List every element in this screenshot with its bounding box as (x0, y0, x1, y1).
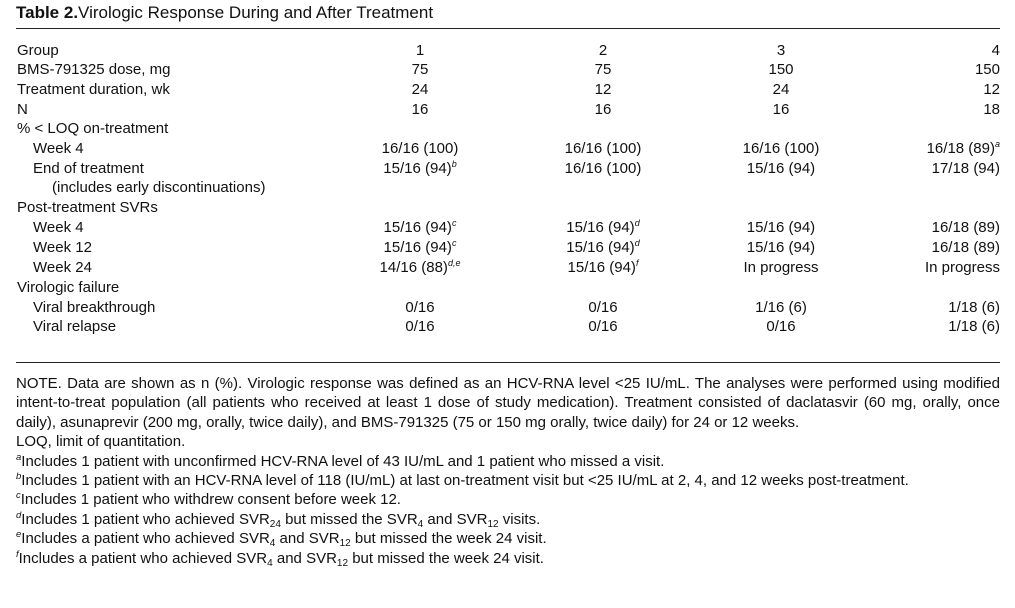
footnote-a: $^a$Includes 1 patient with unconfirmed HCV-RNA level of 43 IU/mL and 1 patient who missed a visit. (16, 451, 665, 470)
table-row (0, 119, 1015, 139)
table-cell: 15/16 $(94)^b$ (383, 159, 457, 177)
table-cell: 16/16 (100) (381, 140, 459, 157)
footnote-f: $^f$Includes a patient who achieved $SVR_4$ and $SVR_{12}$ but missed the week 24 visit. (16, 548, 544, 569)
table-cell: 16/16 (100) (564, 160, 642, 177)
table-notes (16, 374, 1000, 568)
table-cell: 0/16 (405, 318, 435, 335)
n-label: N (17, 101, 28, 118)
table-cell: 14/16 $(88)^{d,e}$ (379, 258, 461, 276)
n-cell: 16 (772, 101, 790, 118)
duration-cell: 24 (411, 81, 429, 98)
row-label: Week 4 (33, 140, 84, 157)
table-cell: 16/16 (100) (742, 140, 820, 157)
n-cell: 16 (594, 101, 612, 118)
table-row (0, 139, 1015, 159)
table-title-label: Table 2. (16, 3, 79, 22)
table-cell: In progress (924, 259, 1000, 276)
row-label: Viral breakthrough (33, 299, 156, 316)
table-title (16, 2, 433, 24)
group-label: Group (17, 42, 59, 59)
table-cell: 15/16 (94) (746, 219, 816, 236)
table-title-text: Virologic Response During and After Treatment (78, 3, 434, 22)
table-row (0, 60, 1015, 80)
dose-cell: 75 (411, 61, 429, 78)
row-sublabel: (includes early discontinuations) (52, 179, 266, 196)
table-cell: 1/16 (6) (755, 299, 807, 316)
footnote-e: $^e$Includes a patient who achieved $SVR_4$ and $SVR_{12}$ but missed the week 24 visit. (16, 529, 547, 550)
duration-label: Treatment duration, wk (17, 81, 170, 98)
dose-cell: 150 (768, 61, 794, 78)
table-cell: 1/18 (6) (948, 318, 1000, 335)
duration-cell: 12 (983, 81, 1000, 98)
table-cell: 15/16 $(94)^d$ (566, 218, 640, 236)
table-cell: 17/18 (94) (931, 160, 1000, 177)
top-rule (16, 28, 1000, 29)
table-row (0, 80, 1015, 100)
table-cell: 0/16 (588, 299, 618, 316)
row-label: Week 4 (33, 219, 84, 236)
table-cell: 0/16 (766, 318, 796, 335)
group-1: 1 (415, 42, 425, 59)
section-label: Post-treatment SVRs (17, 199, 158, 216)
table-row (0, 41, 1015, 61)
group-3: 3 (776, 42, 786, 59)
table-cell: 15/16 (94) (746, 239, 816, 256)
row-label: Week 12 (33, 239, 92, 256)
row-label: End of treatment (33, 160, 144, 177)
duration-cell: 24 (772, 81, 790, 98)
dose-label: BMS-791325 dose, mg (17, 61, 171, 78)
table-cell: 1/18 (6) (948, 299, 1000, 316)
row-label: Week 24 (33, 259, 92, 276)
table-cell: 0/16 (405, 299, 435, 316)
table-row (0, 298, 1015, 318)
n-cell: 18 (983, 101, 1000, 118)
dose-cell: 150 (974, 61, 1000, 78)
table-cell: 15/16 $(94)^f$ (567, 258, 639, 276)
table-cell: 0/16 (588, 318, 618, 335)
table-cell: 15/16 $(94)^c$ (383, 218, 457, 236)
table-row (0, 159, 1015, 179)
duration-cell: 12 (594, 81, 612, 98)
section-label: Virologic failure (17, 279, 120, 296)
table-cell: 16/18 (89) (931, 239, 1000, 256)
group-2: 2 (598, 42, 608, 59)
footnote-d: $^d$Includes 1 patient who achieved $SVR_{24}$ but missed the $SVR_4$ and $SVR_{12}$ visits. (16, 509, 541, 530)
table-row (0, 178, 1015, 198)
table-row (0, 317, 1015, 337)
table-cell: 16/16 (100) (564, 140, 642, 157)
note-paragraph: NOTE. Data are shown as n (%). Virologic response was defined as an HCV-RNA level <25 IU/mL. The analyses were performed using modified intent-to-treat population (all patients who received at least 1 dose of study medication). Treatment consisted of daclatasvir (60 mg, orally, once daily), asunaprevir (200 mg, orally, twice daily), and BMS-791325 (75 or 150 mg orally, twice daily) for 24 or 12 weeks. (16, 375, 1000, 431)
table-row (0, 218, 1015, 238)
table-cell: 16/18 (89) (931, 219, 1000, 236)
group-4: 4 (991, 42, 1000, 59)
table-cell: 16/18 $(89)^a$ (926, 139, 1000, 157)
table-cell: 15/16 (94) (746, 160, 816, 177)
n-cell: 16 (411, 101, 429, 118)
table-cell: In progress (743, 259, 819, 276)
table-cell: 15/16 $(94)^c$ (383, 238, 457, 256)
row-label: Viral relapse (33, 318, 117, 335)
loq-definition: LOQ, limit of quantitation. (16, 433, 186, 451)
footnote-b: $^b$Includes 1 patient with an HCV-RNA level of 118 (IU/mL) at last on-treatment visit but <25 IU/mL at 2, 4, and 12 weeks post-treatment. (16, 471, 909, 490)
table-cell: 15/16 $(94)^d$ (566, 238, 640, 256)
section-label: % < LOQ on-treatment (17, 120, 169, 137)
table-row (0, 198, 1015, 218)
table-row (0, 278, 1015, 298)
dose-cell: 75 (594, 61, 612, 78)
table-row (0, 100, 1015, 120)
table-row (0, 258, 1015, 278)
footnote-c: $^c$Includes 1 patient who withdrew consent before week 12. (16, 490, 401, 509)
table-row (0, 238, 1015, 258)
bottom-rule (16, 362, 1000, 363)
